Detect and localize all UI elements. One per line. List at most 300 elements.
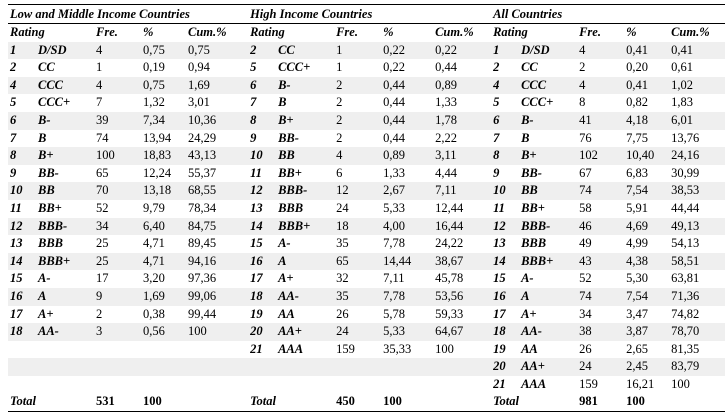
rating-grade: B (278, 95, 287, 110)
percent-cell: 7,78 (381, 288, 433, 306)
rating-number: 19 (250, 306, 263, 321)
rating-number: 18 (8, 323, 36, 341)
cumulative-percent-cell: 84,75 (186, 218, 248, 236)
total-row (8, 393, 725, 411)
percent-cell: 4,38 (624, 253, 669, 271)
cumulative-percent-cell: 71,36 (669, 288, 725, 306)
cumulative-percent-cell: 0,94 (188, 60, 210, 75)
header-cell: Cum.% (669, 24, 725, 42)
table-row (8, 358, 725, 376)
frequency-cell: 9 (94, 288, 141, 306)
total-empty (186, 393, 248, 411)
frequency-cell: 4 (94, 77, 141, 95)
frequency-cell: 35 (334, 288, 381, 306)
rating-number: 10 (491, 182, 519, 200)
frequency-cell: 24 (336, 200, 349, 215)
table-row (8, 165, 725, 183)
cumulative-percent-cell: 2,22 (435, 130, 457, 145)
percent-cell: 0,44 (383, 95, 405, 110)
frequency-cell: 65 (96, 165, 109, 180)
rating-grade: AAA (278, 341, 304, 356)
rating-number: 10 (8, 182, 36, 200)
percent-cell: 5,91 (626, 200, 648, 215)
frequency-cell: 52 (579, 271, 592, 286)
table-row (8, 147, 725, 165)
rating-grade: D/SD (36, 42, 94, 60)
rating-number: 4 (491, 77, 519, 95)
column-header-row (8, 24, 725, 42)
cumulative-percent-cell: 10,36 (186, 112, 248, 130)
rating-grade: CCC+ (521, 95, 554, 110)
header-rating: Rating (8, 24, 94, 42)
cumulative-percent-cell: 0,41 (669, 42, 725, 60)
cumulative-percent-cell: 6,01 (669, 112, 725, 130)
percent-cell: 0,19 (143, 60, 165, 75)
percent-cell: 1,69 (141, 288, 186, 306)
percent-cell (141, 341, 186, 359)
frequency-cell: 34 (579, 306, 592, 321)
frequency-cell: 159 (336, 341, 355, 356)
table-row (8, 235, 725, 253)
rating-grade: AA- (276, 288, 334, 306)
rating-grade: B- (276, 77, 334, 95)
rating-number: 16 (8, 288, 36, 306)
rating-number: 8 (248, 112, 276, 130)
rating-grade: BBB+ (36, 253, 94, 271)
rating-grade: CCC+ (278, 60, 311, 75)
rating-grade: AA (521, 341, 538, 356)
rating-grade (36, 376, 94, 394)
rating-number (248, 376, 276, 394)
frequency-cell: 100 (94, 147, 141, 165)
ratings-table-container (8, 4, 720, 412)
table-row (8, 59, 725, 77)
table-row (8, 323, 725, 341)
rating-number: 7 (493, 130, 500, 145)
rating-grade: A+ (521, 306, 537, 321)
frequency-cell: 32 (336, 271, 349, 286)
percent-cell: 4,71 (141, 253, 186, 271)
rating-number: 9 (493, 165, 500, 180)
table-row (8, 130, 725, 148)
cumulative-percent-cell: 44,44 (671, 200, 700, 215)
percent-cell: 4,69 (624, 218, 669, 236)
rating-grade: A- (38, 271, 51, 286)
cumulative-percent-cell: 78,70 (669, 323, 725, 341)
cumulative-percent-cell: 55,37 (188, 165, 217, 180)
cumulative-percent-cell: 59,33 (435, 306, 464, 321)
frequency-cell: 24 (577, 358, 624, 376)
frequency-cell: 8 (579, 95, 586, 110)
rating-number: 21 (493, 376, 506, 391)
cumulative-percent-cell: 13,76 (671, 130, 700, 145)
percent-cell: 0,22 (381, 42, 433, 60)
cumulative-percent-cell: 3,01 (188, 95, 210, 110)
frequency-cell: 159 (579, 376, 598, 391)
percent-cell: 4,99 (626, 236, 648, 251)
rating-number: 17 (10, 306, 23, 321)
rating-number: 17 (493, 306, 506, 321)
percent-cell: 7,11 (383, 271, 405, 286)
percent-cell: 7,78 (383, 236, 405, 251)
header-cell: Cum.% (433, 24, 491, 42)
header-cell: % (141, 24, 186, 42)
rating-number: 20 (248, 323, 276, 341)
frequency-cell: 102 (577, 147, 624, 165)
percent-cell: 2,45 (624, 358, 669, 376)
cumulative-percent-cell: 0,89 (433, 77, 491, 95)
cumulative-percent-cell: 74,82 (671, 306, 700, 321)
cumulative-percent-cell: 100 (671, 376, 690, 391)
total-percent: 100 (381, 393, 433, 411)
frequency-cell: 2 (579, 60, 586, 75)
cumulative-percent-cell: 30,99 (671, 165, 700, 180)
percent-cell: 7,54 (624, 288, 669, 306)
rating-grade: BB+ (278, 165, 302, 180)
frequency-cell: 74 (577, 182, 624, 200)
percent-cell: 4,71 (143, 236, 165, 251)
rating-number: 9 (250, 130, 257, 145)
percent-cell: 13,18 (141, 182, 186, 200)
percent-cell: 0,20 (626, 60, 648, 75)
rating-grade: BB- (38, 165, 59, 180)
rating-number: 1 (491, 42, 519, 60)
cumulative-percent-cell: 99,06 (186, 288, 248, 306)
total-label: Total (491, 393, 577, 411)
rating-number: 2 (248, 42, 276, 60)
percent-cell (381, 358, 433, 376)
rating-grade: BBB- (519, 218, 577, 236)
rating-grade: B (521, 130, 530, 145)
cumulative-percent-cell: 63,81 (671, 271, 700, 286)
frequency-cell: 74 (96, 130, 109, 145)
rating-number: 18 (491, 323, 519, 341)
header-rating: Rating (248, 24, 334, 42)
rating-grade: BBB+ (276, 218, 334, 236)
cumulative-percent-cell (186, 358, 248, 376)
percent-cell: 14,44 (381, 253, 433, 271)
table-row (8, 42, 725, 60)
frequency-cell: 2 (336, 95, 343, 110)
cumulative-percent-cell: 45,78 (435, 271, 464, 286)
rating-number: 6 (8, 112, 36, 130)
cumulative-percent-cell: 38,67 (433, 253, 491, 271)
table-row (8, 218, 725, 236)
cumulative-percent-cell: 0,44 (435, 60, 457, 75)
table-row (8, 288, 725, 306)
rating-grade: CCC (519, 77, 577, 95)
frequency-cell: 74 (577, 288, 624, 306)
rating-number: 2 (493, 60, 500, 75)
percent-cell: 16,21 (626, 376, 655, 391)
frequency-cell: 3 (94, 323, 141, 341)
rating-grade: BB+ (38, 200, 62, 215)
rating-grade: B- (36, 112, 94, 130)
percent-cell: 3,87 (624, 323, 669, 341)
group-title: Low and Middle Income Countries (8, 5, 248, 24)
percent-cell: 4,00 (381, 218, 433, 236)
cumulative-percent-cell: 0,61 (671, 60, 693, 75)
cumulative-percent-cell (186, 376, 248, 394)
percent-cell: 5,78 (383, 306, 405, 321)
frequency-cell: 4 (334, 147, 381, 165)
rating-number: 7 (250, 95, 257, 110)
cumulative-percent-cell: 83,79 (669, 358, 725, 376)
rating-number: 5 (250, 60, 257, 75)
frequency-cell: 2 (334, 77, 381, 95)
frequency-cell: 7 (96, 95, 103, 110)
cumulative-percent-cell: 1,33 (435, 95, 457, 110)
cumulative-percent-cell: 78,34 (188, 200, 217, 215)
frequency-cell: 4 (94, 42, 141, 60)
table-row (8, 200, 725, 218)
frequency-cell: 70 (94, 182, 141, 200)
cumulative-percent-cell: 99,44 (188, 306, 217, 321)
rating-grade: BB (36, 182, 94, 200)
cumulative-percent-cell: 49,13 (669, 218, 725, 236)
cumulative-percent-cell: 24,22 (435, 236, 464, 251)
rating-grade: B- (519, 112, 577, 130)
header-cell: % (624, 24, 669, 42)
frequency-cell: 17 (96, 271, 109, 286)
percent-cell: 7,34 (141, 112, 186, 130)
frequency-cell: 2 (334, 112, 381, 130)
percent-cell: 5,30 (626, 271, 648, 286)
rating-number: 21 (250, 341, 263, 356)
rating-grade: A+ (278, 271, 294, 286)
rating-number: 4 (8, 77, 36, 95)
frequency-cell: 39 (94, 112, 141, 130)
rating-grade: BB- (521, 165, 542, 180)
cumulative-percent-cell: 7,11 (433, 182, 491, 200)
header-rating: Rating (491, 24, 577, 42)
rating-grade: BBB- (276, 182, 334, 200)
frequency-cell: 4 (577, 42, 624, 60)
rating-grade: AA+ (519, 358, 577, 376)
percent-cell: 12,24 (143, 165, 172, 180)
cumulative-percent-cell: 24,16 (669, 147, 725, 165)
rating-grade (276, 358, 334, 376)
rating-number: 8 (491, 147, 519, 165)
rating-grade: BBB (521, 236, 547, 251)
rating-grade (36, 358, 94, 376)
header-cell: Cum.% (186, 24, 248, 42)
rating-grade: CC (38, 60, 55, 75)
rating-grade: A- (521, 271, 534, 286)
frequency-cell: 46 (577, 218, 624, 236)
rating-number: 9 (10, 165, 17, 180)
cumulative-percent-cell: 38,53 (669, 182, 725, 200)
frequency-cell: 65 (334, 253, 381, 271)
rating-grade: BBB+ (519, 253, 577, 271)
rating-number: 11 (250, 165, 262, 180)
percent-cell: 0,75 (141, 77, 186, 95)
rating-number: 6 (248, 77, 276, 95)
cumulative-percent-cell: 1,69 (186, 77, 248, 95)
header-cell: Fre. (334, 24, 381, 42)
percent-cell: 0,41 (624, 77, 669, 95)
table-row (8, 112, 725, 130)
rating-number: 1 (8, 42, 36, 60)
cumulative-percent-cell: 1,83 (671, 95, 693, 110)
rating-grade: BB- (278, 130, 299, 145)
rating-grade: B+ (36, 147, 94, 165)
table-row (8, 306, 725, 324)
rating-number: 13 (10, 236, 23, 251)
rating-grade: B+ (276, 112, 334, 130)
rating-number (8, 358, 36, 376)
frequency-cell: 34 (94, 218, 141, 236)
percent-cell: 0,89 (381, 147, 433, 165)
frequency-cell (334, 376, 381, 394)
cumulative-percent-cell: 68,55 (186, 182, 248, 200)
frequency-cell: 25 (94, 253, 141, 271)
rating-number: 16 (248, 253, 276, 271)
frequency-cell: 76 (579, 130, 592, 145)
cumulative-percent-cell: 58,51 (669, 253, 725, 271)
rating-number: 19 (493, 341, 506, 356)
percent-cell: 0,44 (381, 77, 433, 95)
frequency-cell (94, 358, 141, 376)
rating-number: 14 (248, 218, 276, 236)
cumulative-percent-cell (186, 341, 248, 359)
percent-cell: 6,83 (626, 165, 648, 180)
table-row (8, 341, 725, 359)
percent-cell: 0,44 (381, 112, 433, 130)
rating-grade: A (36, 288, 94, 306)
total-frequency: 450 (334, 393, 381, 411)
percent-cell: 0,75 (141, 42, 186, 60)
frequency-cell (94, 376, 141, 394)
rating-grade: AAA (521, 376, 547, 391)
ratings-frequency-table (8, 4, 725, 412)
percent-cell (141, 358, 186, 376)
percent-cell: 1,33 (383, 165, 405, 180)
cumulative-percent-cell: 1,02 (669, 77, 725, 95)
table-row (8, 77, 725, 95)
cumulative-percent-cell: 81,35 (671, 341, 700, 356)
group-title: High Income Countries (248, 5, 491, 24)
rating-number: 10 (248, 147, 276, 165)
cumulative-percent-cell: 53,56 (433, 288, 491, 306)
table-row (8, 253, 725, 271)
cumulative-percent-cell: 24,29 (188, 130, 217, 145)
percent-cell: 6,40 (141, 218, 186, 236)
frequency-cell: 25 (96, 236, 109, 251)
percent-cell (381, 376, 433, 394)
header-cell: Fre. (577, 24, 624, 42)
rating-grade: BB (519, 182, 577, 200)
percent-cell: 9,79 (143, 200, 165, 215)
cumulative-percent-cell: 1,78 (433, 112, 491, 130)
cumulative-percent-cell: 94,16 (186, 253, 248, 271)
rating-grade: BBB- (36, 218, 94, 236)
table-row (8, 376, 725, 394)
rating-grade: D/SD (519, 42, 577, 60)
frequency-cell: 18 (334, 218, 381, 236)
cumulative-percent-cell: 4,44 (435, 165, 457, 180)
rating-number: 12 (491, 218, 519, 236)
rating-number: 18 (248, 288, 276, 306)
rating-number: 11 (493, 200, 505, 215)
cumulative-percent-cell: 0,22 (433, 42, 491, 60)
rating-number: 16 (491, 288, 519, 306)
frequency-cell: 6 (336, 165, 343, 180)
frequency-cell: 52 (96, 200, 109, 215)
rating-number: 5 (10, 95, 17, 110)
rating-grade: CCC (36, 77, 94, 95)
rating-number: 6 (491, 112, 519, 130)
header-cell: Fre. (94, 24, 141, 42)
header-cell: % (381, 24, 433, 42)
percent-cell: 7,54 (624, 182, 669, 200)
cumulative-percent-cell (433, 376, 491, 394)
rating-grade: CC (276, 42, 334, 60)
total-percent: 100 (624, 393, 669, 411)
rating-number (248, 358, 276, 376)
frequency-cell: 58 (579, 200, 592, 215)
percent-cell: 1,32 (143, 95, 165, 110)
percent-cell: 2,67 (381, 182, 433, 200)
percent-cell: 35,33 (383, 341, 412, 356)
frequency-cell: 1 (96, 60, 103, 75)
cumulative-percent-cell: 3,11 (433, 147, 491, 165)
rating-grade: AA (278, 306, 295, 321)
percent-cell: 7,75 (626, 130, 648, 145)
rating-grade: BBB (278, 200, 304, 215)
rating-number: 13 (250, 200, 263, 215)
cumulative-percent-cell: 12,44 (435, 200, 464, 215)
frequency-cell: 35 (336, 236, 349, 251)
total-empty (669, 393, 725, 411)
rating-number: 12 (248, 182, 276, 200)
table-row (8, 94, 725, 112)
rating-grade: AA- (519, 323, 577, 341)
cumulative-percent-cell: 64,67 (433, 323, 491, 341)
rating-grade: BB (276, 147, 334, 165)
percent-cell: 2,65 (626, 341, 648, 356)
frequency-cell: 67 (579, 165, 592, 180)
total-empty (433, 393, 491, 411)
frequency-cell: 26 (579, 341, 592, 356)
rating-grade: BBB (38, 236, 64, 251)
percent-cell: 3,20 (143, 271, 165, 286)
frequency-cell: 41 (577, 112, 624, 130)
percent-cell: 0,44 (383, 130, 405, 145)
cumulative-percent-cell: 0,75 (186, 42, 248, 60)
rating-number: 14 (491, 253, 519, 271)
rating-grade: AA- (36, 323, 94, 341)
percent-cell: 0,41 (624, 42, 669, 60)
rating-grade: BB+ (521, 200, 545, 215)
percent-cell: 3,47 (626, 306, 648, 321)
rating-number: 12 (8, 218, 36, 236)
rating-number (8, 341, 36, 359)
percent-cell: 0,82 (626, 95, 648, 110)
group-title-row (8, 5, 725, 24)
frequency-cell: 38 (577, 323, 624, 341)
rating-grade: AA+ (276, 323, 334, 341)
table-row (8, 182, 725, 200)
table-row (8, 270, 725, 288)
rating-number: 20 (491, 358, 519, 376)
rating-number: 15 (250, 236, 263, 251)
rating-number: 17 (250, 271, 263, 286)
frequency-cell: 24 (334, 323, 381, 341)
frequency-cell (334, 358, 381, 376)
cumulative-percent-cell: 89,45 (188, 236, 217, 251)
rating-grade: CCC+ (38, 95, 71, 110)
